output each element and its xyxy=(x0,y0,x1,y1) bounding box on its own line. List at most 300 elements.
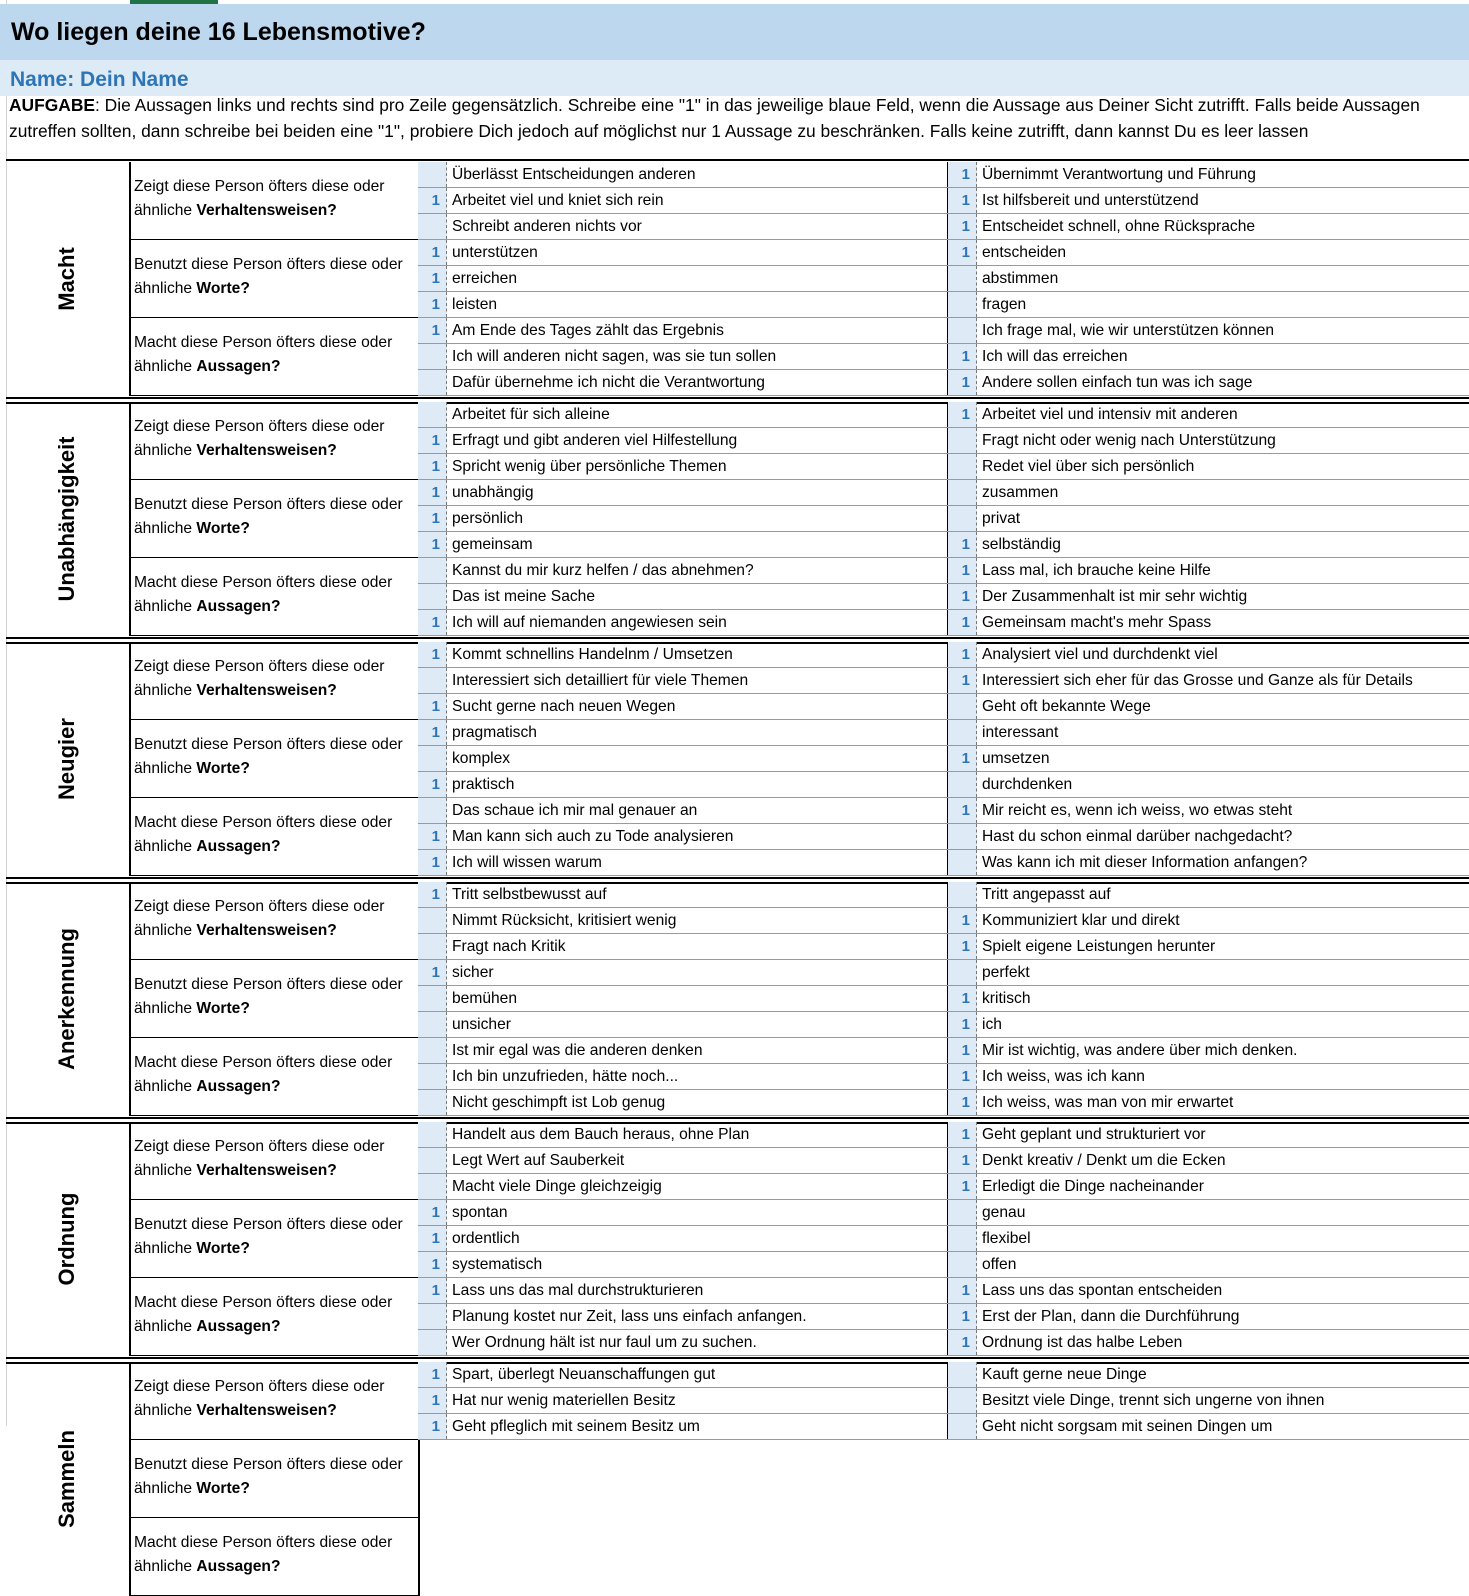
left-statement: Spricht wenig über persönliche Themen xyxy=(452,454,948,479)
right-statement: Ist hilfsbereit und unterstützend xyxy=(982,192,1199,209)
left-answer-cell[interactable] xyxy=(418,908,447,933)
left-statement: unterstützen xyxy=(452,240,948,265)
question-statements xyxy=(131,1518,420,1596)
left-statement: spontan xyxy=(452,1200,948,1225)
right-answer-cell[interactable]: 1 xyxy=(948,908,977,933)
left-statement: Ist mir egal was die anderen denken xyxy=(452,1038,948,1063)
left-answer-cell[interactable]: 1 xyxy=(418,318,447,343)
left-statement: pragmatisch xyxy=(452,720,948,745)
table-row xyxy=(418,960,1469,986)
right-statement: Spielt eigene Leistungen herunter xyxy=(982,938,1216,955)
question-text xyxy=(134,733,418,781)
question-prefix: Benutzt diese Person öfters diese oder ähnliche xyxy=(134,976,403,1017)
right-answer-cell[interactable]: 1 xyxy=(948,532,977,557)
table-row xyxy=(418,428,1469,454)
right-answer-cell[interactable]: 1 xyxy=(948,1330,977,1355)
left-answer-cell[interactable]: 1 xyxy=(418,1362,447,1387)
question-text xyxy=(134,1453,418,1501)
question-keyword: Verhaltensweisen? xyxy=(196,442,337,459)
question-prefix: Macht diese Person öfters diese oder ähnliche xyxy=(134,1054,393,1095)
question-keyword: Aussagen? xyxy=(196,1318,281,1335)
table-row xyxy=(418,1090,1469,1116)
task-text: : Die Aussagen links und rechts sind pro Zeile gegensätzlich. Schreibe eine "1" in das jeweilige blaue Feld, wenn die Aussage aus Deiner Sicht zutrifft. Falls beide Aussagen zutreffen sollten, dann schreibe bei beiden eine "1", probiere Dich jedoch auf möglichst nur 1 Aussage zu beschränken. Falls keine zutrifft, dann kannst Du es leer lassen xyxy=(9,95,1420,141)
name-bar[interactable] xyxy=(0,60,1469,96)
right-answer-cell[interactable] xyxy=(948,1414,977,1439)
question-text xyxy=(134,571,418,619)
left-answer-cell[interactable] xyxy=(418,162,447,187)
left-statement: unsicher xyxy=(452,1012,948,1037)
left-statement: Planung kostet nur Zeit, lass uns einfach anfangen. xyxy=(452,1304,948,1329)
right-statement: Arbeitet viel und intensiv mit anderen xyxy=(982,406,1238,423)
left-statement: bemühen xyxy=(452,986,948,1011)
question-words xyxy=(131,720,420,798)
question-statements xyxy=(131,318,420,396)
left-answer-cell[interactable]: 1 xyxy=(418,188,447,213)
question-text xyxy=(134,1531,418,1579)
question-text xyxy=(134,493,418,541)
table-row xyxy=(418,1278,1469,1304)
left-answer-cell[interactable] xyxy=(418,558,447,583)
right-statement: Interessiert sich eher für das Grosse und Ganze als für Details xyxy=(982,672,1413,689)
left-statement: erreichen xyxy=(452,266,948,291)
right-statement: Geht geplant und strukturiert vor xyxy=(982,1126,1206,1143)
left-statement: Nicht geschimpft ist Lob genug xyxy=(452,1090,948,1115)
left-statement: Am Ende des Tages zählt das Ergebnis xyxy=(452,318,948,343)
question-words xyxy=(131,1200,420,1278)
right-statement: Denkt kreativ / Denkt um die Ecken xyxy=(982,1152,1226,1169)
question-keyword: Verhaltensweisen? xyxy=(196,202,337,219)
table-row xyxy=(418,214,1469,240)
table-row xyxy=(418,642,1469,668)
question-prefix: Benutzt diese Person öfters diese oder ähnliche xyxy=(134,1456,403,1497)
right-statement: kritisch xyxy=(982,990,1031,1007)
right-statement: Analysiert viel und durchdenkt viel xyxy=(982,646,1218,663)
question-keyword: Worte? xyxy=(196,1240,250,1257)
question-text xyxy=(134,1375,418,1423)
question-words xyxy=(131,1440,420,1518)
right-statement: Besitzt viele Dinge, trennt sich ungerne von ihnen xyxy=(982,1392,1325,1409)
left-answer-cell[interactable] xyxy=(418,1038,447,1063)
right-answer-cell[interactable] xyxy=(948,318,977,343)
left-answer-cell[interactable]: 1 xyxy=(418,1200,447,1225)
question-keyword: Verhaltensweisen? xyxy=(196,1402,337,1419)
left-statement: Kommt schnellins Handelnm / Umsetzen xyxy=(452,642,948,667)
title-bar xyxy=(0,4,1469,60)
question-text xyxy=(134,415,418,463)
left-statement: Ich bin unzufrieden, hätte noch... xyxy=(452,1064,948,1089)
table-row xyxy=(418,934,1469,960)
left-answer-cell[interactable] xyxy=(418,1148,447,1173)
table-row xyxy=(418,772,1469,798)
right-statement: durchdenken xyxy=(982,776,1073,793)
table-row xyxy=(418,798,1469,824)
left-answer-cell[interactable] xyxy=(418,402,447,427)
table-row xyxy=(418,532,1469,558)
right-answer-cell[interactable]: 1 xyxy=(948,668,977,693)
question-text xyxy=(134,1051,418,1099)
left-statement: Geht pfleglich mit seinem Besitz um xyxy=(452,1414,948,1439)
right-answer-cell[interactable]: 1 xyxy=(948,188,977,213)
table-row xyxy=(418,1148,1469,1174)
left-statement: Schreibt anderen nichts vor xyxy=(452,214,948,239)
question-behavior xyxy=(131,1362,420,1440)
question-keyword: Worte? xyxy=(196,520,250,537)
right-answer-cell[interactable] xyxy=(948,1226,977,1251)
table-row xyxy=(418,344,1469,370)
question-behavior xyxy=(131,1122,420,1200)
question-keyword: Aussagen? xyxy=(196,598,281,615)
left-answer-cell[interactable] xyxy=(418,344,447,369)
left-answer-cell[interactable]: 1 xyxy=(418,882,447,907)
right-answer-cell[interactable] xyxy=(948,292,977,317)
left-statement: Arbeitet für sich alleine xyxy=(452,402,948,427)
table-row xyxy=(418,882,1469,908)
table-row xyxy=(418,188,1469,214)
right-answer-cell[interactable]: 1 xyxy=(948,402,977,427)
left-answer-cell[interactable] xyxy=(418,798,447,823)
left-answer-cell[interactable]: 1 xyxy=(418,266,447,291)
left-statement: sicher xyxy=(452,960,948,985)
left-answer-cell[interactable]: 1 xyxy=(418,850,447,875)
right-answer-cell[interactable]: 1 xyxy=(948,1122,977,1147)
right-answer-cell[interactable] xyxy=(948,824,977,849)
question-prefix: Benutzt diese Person öfters diese oder ähnliche xyxy=(134,256,403,297)
left-answer-cell[interactable]: 1 xyxy=(418,532,447,557)
right-statement: Ich weiss, was ich kann xyxy=(982,1068,1145,1085)
right-answer-cell[interactable] xyxy=(948,720,977,745)
question-text xyxy=(134,655,418,703)
right-statement: Erst der Plan, dann die Durchführung xyxy=(982,1308,1240,1325)
right-answer-cell[interactable]: 1 xyxy=(948,1278,977,1303)
left-answer-cell[interactable] xyxy=(418,584,447,609)
left-statement: Handelt aus dem Bauch heraus, ohne Plan xyxy=(452,1122,948,1147)
right-statement: flexibel xyxy=(982,1230,1031,1247)
left-answer-cell[interactable] xyxy=(418,986,447,1011)
right-statement: ich xyxy=(982,1016,1002,1033)
right-statement: offen xyxy=(982,1256,1017,1273)
right-answer-cell[interactable] xyxy=(948,694,977,719)
right-statement: Was kann ich mit dieser Information anfangen? xyxy=(982,854,1308,871)
right-statement: privat xyxy=(982,510,1021,527)
right-statement: selbständig xyxy=(982,536,1061,553)
question-prefix: Zeigt diese Person öfters diese oder ähnliche xyxy=(134,1138,385,1179)
right-answer-cell[interactable] xyxy=(948,1362,977,1387)
motive-label: Anerkennung xyxy=(54,928,79,1070)
table-row xyxy=(418,292,1469,318)
left-answer-cell[interactable] xyxy=(418,1090,447,1115)
question-prefix: Zeigt diese Person öfters diese oder ähnliche xyxy=(134,418,385,459)
left-answer-cell[interactable] xyxy=(418,934,447,959)
table-row xyxy=(418,266,1469,292)
right-answer-cell[interactable]: 1 xyxy=(948,1148,977,1173)
right-answer-cell[interactable]: 1 xyxy=(948,584,977,609)
right-answer-cell[interactable]: 1 xyxy=(948,162,977,187)
motive-cell xyxy=(6,402,131,636)
table-row xyxy=(418,610,1469,636)
table-row xyxy=(418,1122,1469,1148)
question-text xyxy=(134,175,418,223)
section-macht xyxy=(6,162,1469,396)
right-statement: Entscheidet schnell, ohne Rücksprache xyxy=(982,218,1256,235)
right-statement: Mir ist wichtig, was andere über mich denken. xyxy=(982,1042,1298,1059)
right-statement: Lass uns das spontan entscheiden xyxy=(982,1282,1223,1299)
table-row xyxy=(418,584,1469,610)
table-row xyxy=(418,1388,1469,1414)
left-answer-cell[interactable]: 1 xyxy=(418,772,447,797)
table-row xyxy=(418,454,1469,480)
left-answer-cell[interactable]: 1 xyxy=(418,1252,447,1277)
right-answer-cell[interactable]: 1 xyxy=(948,1064,977,1089)
question-text xyxy=(134,973,418,1021)
page-title: Wo liegen deine 16 Lebensmotive? xyxy=(11,18,426,46)
left-answer-cell[interactable] xyxy=(418,1174,447,1199)
left-answer-cell[interactable]: 1 xyxy=(418,824,447,849)
left-statement: Erfragt und gibt anderen viel Hilfestellung xyxy=(452,428,948,453)
left-answer-cell[interactable]: 1 xyxy=(418,292,447,317)
right-statement: Hast du schon einmal darüber nachgedacht? xyxy=(982,828,1293,845)
left-answer-cell[interactable]: 1 xyxy=(418,1414,447,1439)
question-keyword: Verhaltensweisen? xyxy=(196,922,337,939)
table-row xyxy=(418,1252,1469,1278)
left-statement: ordentlich xyxy=(452,1226,948,1251)
right-answer-cell[interactable]: 1 xyxy=(948,798,977,823)
question-keyword: Aussagen? xyxy=(196,838,281,855)
left-answer-cell[interactable]: 1 xyxy=(418,1278,447,1303)
table-row xyxy=(418,1200,1469,1226)
left-statement: praktisch xyxy=(452,772,948,797)
section-anerkennung xyxy=(6,882,1469,1116)
question-words xyxy=(131,960,420,1038)
right-statement: Geht oft bekannte Wege xyxy=(982,698,1151,715)
right-statement: Ich will das erreichen xyxy=(982,348,1128,365)
question-text xyxy=(134,331,418,379)
right-statement: abstimmen xyxy=(982,270,1059,287)
question-statements xyxy=(131,1038,420,1116)
question-text xyxy=(134,811,418,859)
question-keyword: Aussagen? xyxy=(196,1558,281,1575)
table-row xyxy=(418,1330,1469,1356)
table-row xyxy=(418,1304,1469,1330)
name-label[interactable]: Name: Dein Name xyxy=(10,68,189,91)
left-statement: unabhängig xyxy=(452,480,948,505)
motive-label: Unabhängigkeit xyxy=(54,436,79,602)
right-statement: Fragt nicht oder wenig nach Unterstützung xyxy=(982,432,1276,449)
left-answer-cell[interactable] xyxy=(418,1064,447,1089)
left-statement: Ich will wissen warum xyxy=(452,850,948,875)
right-answer-cell[interactable]: 1 xyxy=(948,1012,977,1037)
table-row xyxy=(418,720,1469,746)
question-keyword: Aussagen? xyxy=(196,1078,281,1095)
left-statement: persönlich xyxy=(452,506,948,531)
left-answer-cell[interactable]: 1 xyxy=(418,642,447,667)
right-statement: Der Zusammenhalt ist mir sehr wichtig xyxy=(982,588,1248,605)
motive-cell xyxy=(6,162,131,396)
question-keyword: Aussagen? xyxy=(196,358,281,375)
left-answer-cell[interactable]: 1 xyxy=(418,506,447,531)
left-statement: Das schaue ich mir mal genauer an xyxy=(452,798,948,823)
right-answer-cell[interactable] xyxy=(948,506,977,531)
table-row xyxy=(418,908,1469,934)
motive-cell xyxy=(6,1122,131,1356)
table-row xyxy=(418,668,1469,694)
right-statement: Kauft gerne neue Dinge xyxy=(982,1366,1147,1383)
right-statement: Kommuniziert klar und direkt xyxy=(982,912,1180,929)
question-prefix: Benutzt diese Person öfters diese oder ähnliche xyxy=(134,736,403,777)
left-answer-cell[interactable]: 1 xyxy=(418,1226,447,1251)
table-row xyxy=(418,240,1469,266)
right-answer-cell[interactable]: 1 xyxy=(948,370,977,395)
left-statement: Das ist meine Sache xyxy=(452,584,948,609)
table-top-border xyxy=(6,159,1469,161)
left-statement: gemeinsam xyxy=(452,532,948,557)
right-answer-cell[interactable]: 1 xyxy=(948,934,977,959)
right-answer-cell[interactable]: 1 xyxy=(948,746,977,771)
right-answer-cell[interactable] xyxy=(948,1200,977,1225)
left-statement: Hat nur wenig materiellen Besitz xyxy=(452,1388,948,1413)
right-answer-cell[interactable] xyxy=(948,480,977,505)
left-statement: Legt Wert auf Sauberkeit xyxy=(452,1148,948,1173)
table-row xyxy=(418,1226,1469,1252)
motive-cell xyxy=(6,882,131,1116)
right-answer-cell[interactable]: 1 xyxy=(948,214,977,239)
right-answer-cell[interactable]: 1 xyxy=(948,986,977,1011)
right-answer-cell[interactable]: 1 xyxy=(948,1304,977,1329)
question-keyword: Worte? xyxy=(196,1480,250,1497)
left-answer-cell[interactable]: 1 xyxy=(418,454,447,479)
right-statement: perfekt xyxy=(982,964,1030,981)
motive-cell xyxy=(6,1362,131,1596)
right-answer-cell[interactable] xyxy=(948,882,977,907)
right-statement: fragen xyxy=(982,296,1027,313)
right-statement: Tritt angepasst auf xyxy=(982,886,1111,903)
right-answer-cell[interactable]: 1 xyxy=(948,1174,977,1199)
left-answer-cell[interactable]: 1 xyxy=(418,960,447,985)
right-answer-cell[interactable]: 1 xyxy=(948,642,977,667)
question-prefix: Benutzt diese Person öfters diese oder ähnliche xyxy=(134,496,403,537)
left-statement: Überlässt Entscheidungen anderen xyxy=(452,162,948,187)
right-answer-cell[interactable] xyxy=(948,1252,977,1277)
left-answer-cell[interactable]: 1 xyxy=(418,694,447,719)
right-answer-cell[interactable] xyxy=(948,428,977,453)
left-statement: Wer Ordnung hält ist nur faul um zu suchen. xyxy=(452,1330,948,1355)
left-statement: Arbeitet viel und kniet sich rein xyxy=(452,188,948,213)
right-answer-cell[interactable] xyxy=(948,960,977,985)
section-neugier xyxy=(6,642,1469,876)
right-answer-cell[interactable]: 1 xyxy=(948,558,977,583)
right-statement: Gemeinsam macht's mehr Spass xyxy=(982,614,1212,631)
right-statement: Ich frage mal, wie wir unterstützen können xyxy=(982,322,1275,339)
left-answer-cell[interactable] xyxy=(418,1330,447,1355)
table-row xyxy=(418,746,1469,772)
motive-label: Neugier xyxy=(54,718,79,800)
right-statement: entscheiden xyxy=(982,244,1067,261)
table-row xyxy=(418,1038,1469,1064)
right-answer-cell[interactable]: 1 xyxy=(948,240,977,265)
section-ordnung xyxy=(6,1122,1469,1356)
table-row xyxy=(418,1012,1469,1038)
right-statement: Geht nicht sorgsam mit seinen Dingen um xyxy=(982,1418,1273,1435)
table-row xyxy=(418,850,1469,876)
motive-cell xyxy=(6,642,131,876)
right-statement: Andere sollen einfach tun was ich sage xyxy=(982,374,1253,391)
motive-label: Ordnung xyxy=(54,1192,79,1286)
right-answer-cell[interactable] xyxy=(948,772,977,797)
question-prefix: Benutzt diese Person öfters diese oder ähnliche xyxy=(134,1216,403,1257)
question-prefix: Zeigt diese Person öfters diese oder ähnliche xyxy=(134,1378,385,1419)
question-prefix: Zeigt diese Person öfters diese oder ähnliche xyxy=(134,658,385,699)
left-answer-cell[interactable]: 1 xyxy=(418,428,447,453)
right-answer-cell[interactable] xyxy=(948,850,977,875)
table-row xyxy=(418,318,1469,344)
left-answer-cell[interactable] xyxy=(418,1122,447,1147)
question-prefix: Macht diese Person öfters diese oder ähnliche xyxy=(134,814,393,855)
left-statement: Ich will anderen nicht sagen, was sie tun sollen xyxy=(452,344,948,369)
question-words xyxy=(131,240,420,318)
table-row xyxy=(418,480,1469,506)
question-prefix: Zeigt diese Person öfters diese oder ähnliche xyxy=(134,898,385,939)
right-answer-cell[interactable] xyxy=(948,1388,977,1413)
table-row xyxy=(418,1414,1469,1440)
question-behavior xyxy=(131,882,420,960)
left-answer-cell[interactable]: 1 xyxy=(418,610,447,635)
question-statements xyxy=(131,798,420,876)
question-prefix: Zeigt diese Person öfters diese oder ähnliche xyxy=(134,178,385,219)
question-keyword: Verhaltensweisen? xyxy=(196,682,337,699)
question-keyword: Worte? xyxy=(196,280,250,297)
right-answer-cell[interactable]: 1 xyxy=(948,1090,977,1115)
right-statement: Ich weiss, was man von mir erwartet xyxy=(982,1094,1234,1111)
right-answer-cell[interactable] xyxy=(948,266,977,291)
question-statements xyxy=(131,558,420,636)
left-answer-cell[interactable] xyxy=(418,668,447,693)
left-answer-cell[interactable] xyxy=(418,1304,447,1329)
question-keyword: Worte? xyxy=(196,760,250,777)
right-answer-cell[interactable]: 1 xyxy=(948,344,977,369)
task-label: AUFGABE xyxy=(9,95,95,115)
left-answer-cell[interactable]: 1 xyxy=(418,720,447,745)
left-answer-cell[interactable]: 1 xyxy=(418,480,447,505)
right-answer-cell[interactable] xyxy=(948,454,977,479)
left-statement: Sucht gerne nach neuen Wegen xyxy=(452,694,948,719)
left-statement: leisten xyxy=(452,292,948,317)
left-statement: Interessiert sich detailliert für viele Themen xyxy=(452,668,948,693)
motive-label: Macht xyxy=(54,247,79,311)
left-answer-cell[interactable] xyxy=(418,214,447,239)
question-behavior xyxy=(131,162,420,240)
question-text xyxy=(134,1135,418,1183)
left-statement: Ich will auf niemanden angewiesen sein xyxy=(452,610,948,635)
question-text xyxy=(134,1213,418,1261)
section-unabhängigkeit xyxy=(6,402,1469,636)
right-statement: Redet viel über sich persönlich xyxy=(982,458,1195,475)
right-answer-cell[interactable]: 1 xyxy=(948,1038,977,1063)
right-statement: genau xyxy=(982,1204,1026,1221)
left-answer-cell[interactable] xyxy=(418,370,447,395)
question-behavior xyxy=(131,642,420,720)
left-answer-cell[interactable]: 1 xyxy=(418,240,447,265)
left-statement: Fragt nach Kritik xyxy=(452,934,948,959)
right-answer-cell[interactable]: 1 xyxy=(948,610,977,635)
left-answer-cell[interactable] xyxy=(418,1012,447,1037)
right-statement: Erledigt die Dinge nacheinander xyxy=(982,1178,1204,1195)
right-statement: interessant xyxy=(982,724,1059,741)
question-words xyxy=(131,480,420,558)
task-instructions xyxy=(9,92,1459,158)
left-answer-cell[interactable] xyxy=(418,746,447,771)
left-answer-cell[interactable]: 1 xyxy=(418,1388,447,1413)
table-row xyxy=(418,370,1469,396)
right-statement: zusammen xyxy=(982,484,1059,501)
